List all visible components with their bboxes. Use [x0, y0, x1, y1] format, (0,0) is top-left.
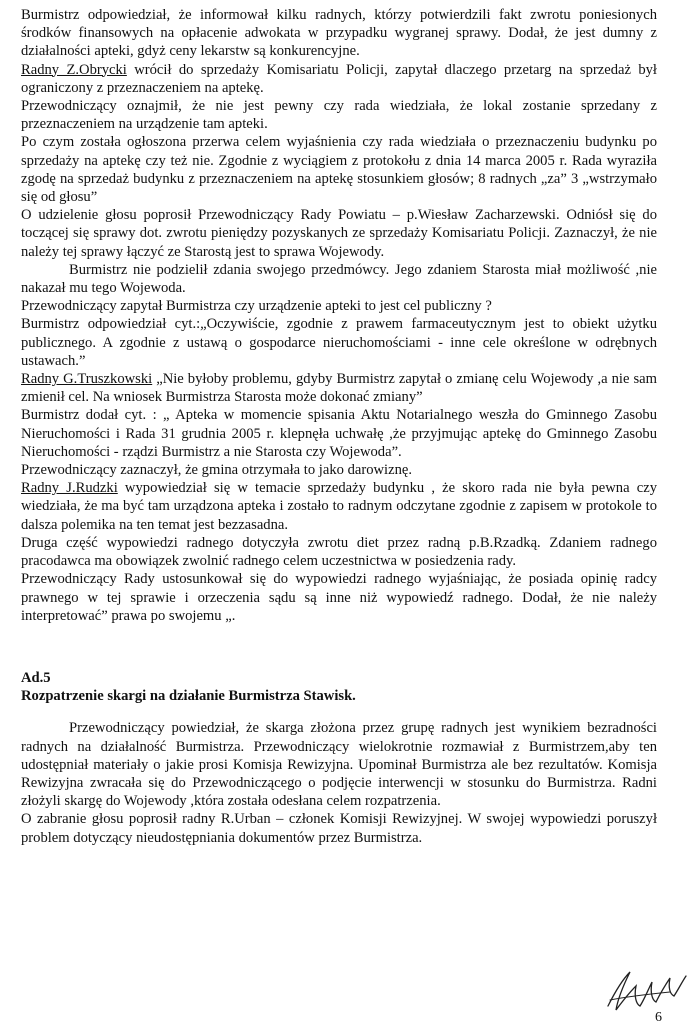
paragraph-urban: O zabranie głosu poprosił radny R.Urban – członek Komisji Rewizyjnej. W swojej wypowiedzi poruszył problem dotyczący nieudostępniania dokumentów przez Burmistrza. — [21, 811, 657, 846]
paragraph-obrycki — [21, 61, 657, 97]
handwritten-signature — [600, 966, 695, 1016]
paragraph-burmistrz-dodal: Burmistrz dodał cyt. : „ Apteka w momencie spisania Aktu Notarialnego weszła do Gminnego Zasobu Nieruchomości i Rada 31 grudnia 2005 r. klepnęła uchwałę ,że przyjmując aptekę do Gminnego Zasobu Nieruchomości - rządzi Burmistrz a nie Starosta czy Wojewoda”. — [21, 407, 657, 460]
paragraph-przewodniczacy-zapytal: Przewodniczący zapytał Burmistrza czy urządzenie apteki to jest cel publiczny ? — [21, 298, 492, 315]
paragraph-rudzki — [21, 479, 657, 534]
section-title: Rozpatrzenie skargi na działanie Burmistrza Stawisk. — [21, 688, 356, 705]
paragraph-skarga: Przewodniczący powiedział, że skarga złożona przez grupę radnych jest wynikiem bezradności radnych na działalność Burmistrza. Przewodniczący wielokrotnie rozmawiał z Burmistrzem,aby ten udostępniał materiały o jakie prosi Komisja Rewizyjna. Upominał Burmistrza ale bez rezultatów. Komisja Rewizyjna zwracała się do Przewodniczącego o podjęcie interwencji w stosunku do Burmistrza. Radni złożyli skargę do Wojewody ,która została odesłana celem rozpatrzenia. — [21, 720, 657, 810]
speaker-name: Radny J.Rudzki — [21, 480, 118, 497]
paragraph-druga-czesc: Druga część wypowiedzi radnego dotyczyła zwrotu diet przez radną p.B.Rzadką. Zdaniem radnego pracodawca ma obowiązek zwolnić radnego celem uczestnictwa w posiedzenia rady. — [21, 534, 657, 570]
speaker-name: Radny G.Truszkowski — [21, 371, 153, 388]
paragraph-truszkowski — [21, 370, 657, 406]
paragraph-text: „Nie byłoby problemu, gdyby Burmistrz zapytał o zmianę celu Wojewody ,a nie sam zmienił cel. Na wniosek Burmistrza Starosta może dokonać zmiany” — [21, 371, 657, 406]
page-number: 6 — [655, 1010, 662, 1025]
paragraph-przewodniczacy-oznajmil: Przewodniczący oznajmił, że nie jest pewny czy rada wiedziała, że lokal zostanie sprzedany z przeznaczeniem na urządzenie tam apteki. — [21, 98, 657, 133]
paragraph-text: wrócił do sprzedaży Komisariatu Policji, zapytał dlaczego przetarg na sprzedaż był ograniczony z przeznaczeniem na aptekę. — [21, 61, 657, 96]
paragraph-przewodniczacy-rady: Przewodniczący Rady ustosunkował się do wypowiedzi radnego wyjaśniając, że posiada opinię radcy prawnego w tej sprawie i orzeczenia sądu są inne niż wypowiedź radnego. Dodał, że nie należy interpretować” prawa po swojemu „. — [21, 571, 657, 624]
paragraph-burmistrz-cyt: Burmistrz odpowiedział cyt.:„Oczywiście, zgodnie z prawem farmaceutycznym jest to obiekt użytku publicznego. A zgodnie z ustawą o gospodarce nieruchomościami - inne cele określone w odrębnych ustawach.” — [21, 316, 657, 369]
paragraph-burmistrz-reply: Burmistrz odpowiedział, że informował kilku radnych, którzy potwierdzili fakt zwrotu poniesionych środków finansowych na opłacenie adwokata w przypadku wygranej sprawy. Dodał, że jest dumny z działalności apteki, gdyż ceny lekarstw są konkurencyjne. — [21, 7, 657, 60]
speaker-name: Radny Z.Obrycki — [21, 61, 127, 78]
paragraph-przerwa: Po czym została ogłoszona przerwa celem wyjaśnienia czy rada wiedziała o przeznaczeniu budynku po sprzedaży na aptekę czy też nie. Zgodnie z wyciągiem z protokołu z dnia 14 marca 2005 r. Rada wyraziła zgodę na sprzedaż budynku z przeznaczeniem na aptekę stosunkiem głosów; 8 radnych „za” 3 „wstrzymało się od głosu” — [21, 134, 657, 206]
paragraph-zacharzewski: O udzielenie głosu poprosił Przewodniczący Rady Powiatu – p.Wiesław Zacharzewski. Odniósł się do toczącej się sprawy dot. zwrotu pieniędzy pozyskanych ze sprzedaży Komisariatu Policji. Zaznaczył, że nie należy tej sprawy łączyć ze Starostą jest to sprawa Wojewody. — [21, 207, 657, 260]
paragraph-darowizna: Przewodniczący zaznaczył, że gmina otrzymała to jako darowiznę. — [21, 462, 413, 479]
paragraph-text: wypowiedział się w temacie sprzedaży budynku , że skoro rada nie była pewna czy wiedziała, że ma być tam urządzona apteka i zostało to radnym odczytane zgodnie z zapisem w protokole to dalsza polemika na ten temat jest bezzasadna. — [21, 480, 657, 533]
document-body — [21, 6, 657, 847]
section-number: Ad.5 — [21, 669, 51, 686]
section-spacer — [21, 625, 657, 669]
paragraph-burmistrz-nie-podzielil: Burmistrz nie podzielił zdania swojego przedmówcy. Jego zdaniem Starosta miał możliwość ,nie nakazał mu tego Wojewoda. — [21, 261, 657, 297]
